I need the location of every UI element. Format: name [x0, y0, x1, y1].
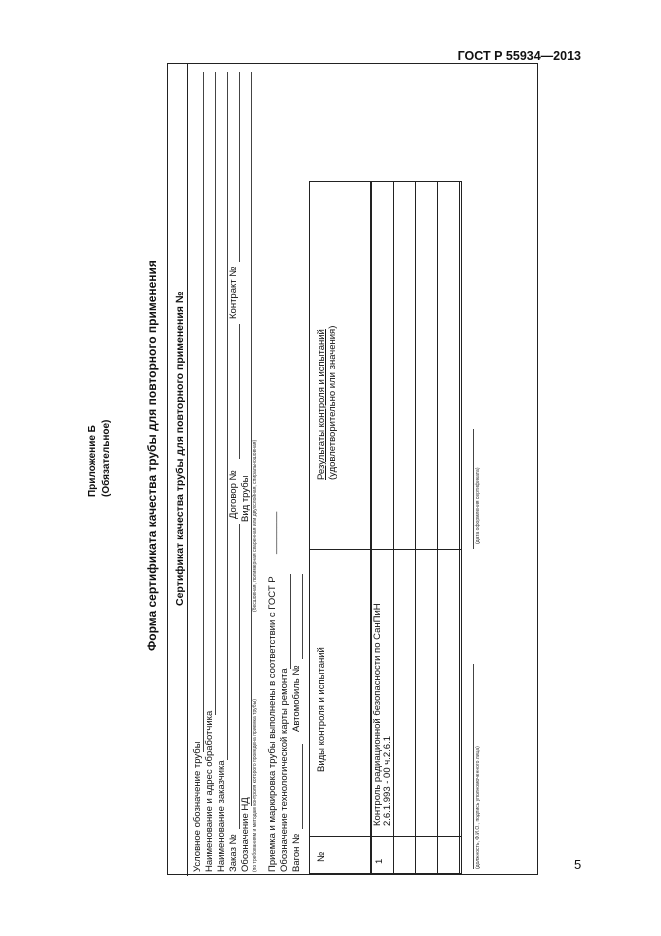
- field-nd: Обозначение НД: [240, 797, 251, 872]
- field-acceptance: Приемка и маркировка трубы выполнены в соответствии с ГОСТ Р: [267, 576, 278, 872]
- signature-line: [473, 664, 474, 869]
- table-header-result-note: (удовлетворительно или значения): [327, 325, 338, 480]
- table-header-num: №: [316, 851, 327, 862]
- field-pipe-type-note: (бесшовная, полимерная сваренная или двухслойная, спиральношовная): [252, 439, 258, 612]
- results-table: [309, 181, 461, 874]
- table-header-type: Виды контроля и испытаний: [316, 647, 327, 772]
- field-car: Автомобиль №: [291, 665, 302, 732]
- field-contract: Контракт №: [228, 266, 239, 319]
- standard-header: ГОСТ Р 55934—2013: [457, 49, 581, 63]
- table-row-1-type-line1: Контроль радиационной безопасности по СанПиН: [372, 603, 383, 826]
- date-note: (дата оформления сертификата): [475, 467, 481, 544]
- date-line: [473, 429, 474, 549]
- form-title: Форма сертификата качества трубы для повторного применения: [145, 260, 159, 651]
- table-right-edge: [461, 181, 462, 874]
- table-col-divider-1: [310, 836, 462, 837]
- table-row-divider-1: [393, 182, 394, 875]
- field-contract-agreement: Договор №: [228, 470, 239, 519]
- certificate-frame: [167, 63, 538, 875]
- field-contract-agreement-line: [239, 324, 240, 459]
- table-row-divider-4: [459, 182, 460, 875]
- page-number: 5: [574, 857, 582, 872]
- field-pipe-designation: Условное обозначение трубы: [192, 741, 203, 872]
- field-wagon: Вагон №: [291, 833, 302, 872]
- signature-note: (должность, Ф.И.О., подпись уполномоченного лица): [475, 746, 481, 869]
- appendix-title: Приложение Б: [87, 425, 98, 497]
- field-nd-note: (по требованиям и методам контроля которого проведена приемка трубы): [252, 699, 258, 872]
- table-row-divider-3: [437, 182, 438, 875]
- field-customer: Наименование заказчика: [216, 760, 227, 872]
- field-processor: Наименование и адрес обработчика: [204, 710, 215, 872]
- field-contract-line: [239, 72, 240, 262]
- field-repair-card-line: [290, 574, 291, 669]
- title-divider: [187, 64, 188, 876]
- table-row-1-num: 1: [374, 858, 385, 864]
- field-pipe-designation-line: [203, 72, 204, 752]
- field-wagon-line: [302, 744, 303, 829]
- table-header-result: Результаты контроля и испытаний: [316, 329, 327, 480]
- table-col-divider-2: [310, 549, 462, 550]
- field-order: Заказ №: [228, 834, 239, 872]
- appendix-status: (Обязательное): [101, 419, 112, 497]
- field-customer-line: [227, 72, 228, 760]
- field-acceptance-value: ________: [267, 511, 278, 554]
- field-repair-card: Обозначение технологической карты ремонта: [279, 668, 290, 872]
- field-processor-line: [215, 72, 216, 715]
- field-pipe-type-line: [251, 72, 252, 472]
- field-pipe-type: Вид трубы: [240, 475, 251, 522]
- field-order-line: [239, 524, 240, 829]
- table-row-divider-2: [415, 182, 416, 875]
- field-car-line: [302, 574, 303, 659]
- table-row-1-type-line2: 2.6.1.993 - 00 ч.2.6.1: [382, 736, 393, 826]
- certificate-title: Сертификат качества трубы для повторного применения №: [174, 291, 186, 606]
